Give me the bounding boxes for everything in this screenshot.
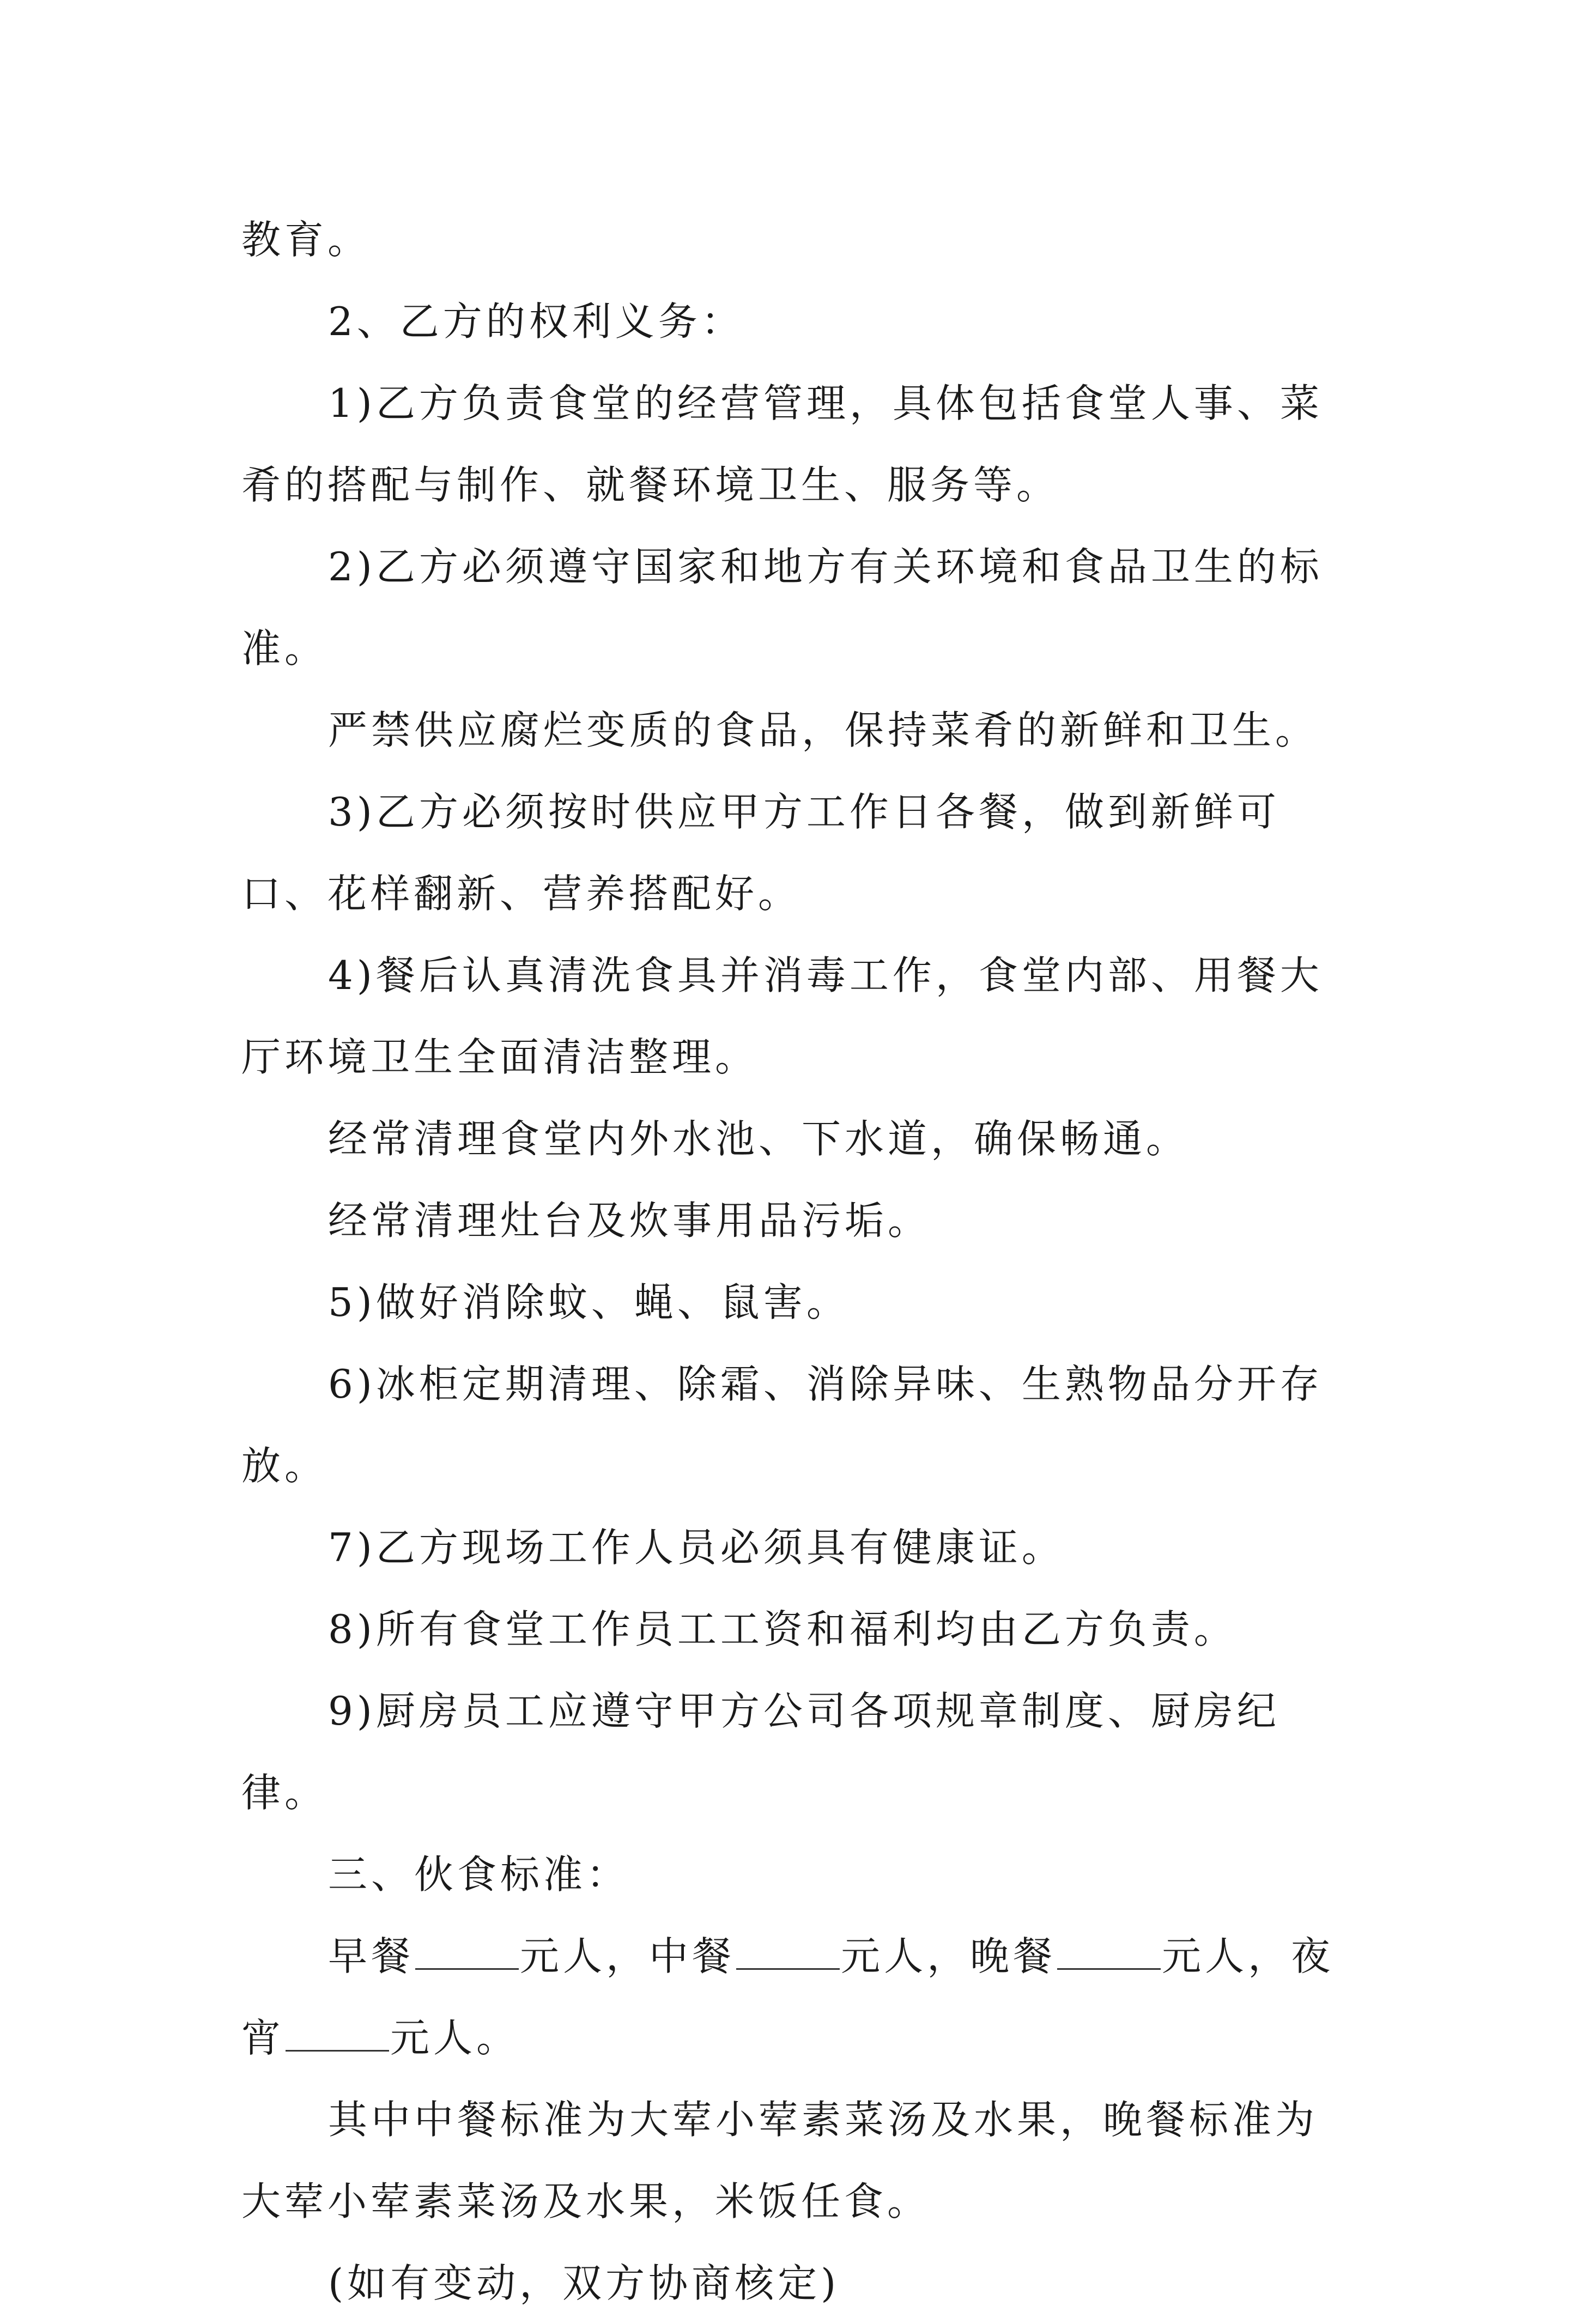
paragraph: 教育。	[241, 217, 371, 263]
paragraph: 1)乙方负责食堂的经营管理，具体包括食堂人事、菜肴的搭配与制作、就餐环境卫生、服务等。	[241, 380, 1323, 508]
night-prefix: 夜	[1291, 1933, 1335, 1979]
dinner-blank	[1057, 1933, 1161, 1970]
separator: ，	[606, 1933, 650, 1979]
paragraph: 其中中餐标准为大荤小荤素菜汤及水果，晚餐标准为大荤小荤素菜汤及水果，米饭任食。	[241, 2097, 1319, 2224]
unit-label: 元人	[841, 1933, 927, 1979]
paragraph: (如有变动，双方协商核定)	[328, 2260, 840, 2306]
paragraph: 7)乙方现场工作人员必须具有健康证。	[328, 1525, 1065, 1570]
unit-label: 元人	[1162, 1933, 1248, 1979]
paragraph: 9)厨房员工应遵守甲方公司各项规章制度、厨房纪律。	[241, 1688, 1280, 1816]
lunch-label: 中餐	[649, 1933, 736, 1979]
breakfast-label: 早餐	[328, 1933, 415, 1979]
separator: ，	[1248, 1933, 1291, 1979]
paragraph: 经常清理食堂内外水池、下水道，确保畅通。	[328, 1116, 1190, 1162]
breakfast-blank	[415, 1933, 519, 1970]
paragraph: 5)做好消除蚊、蝇、鼠害。	[328, 1279, 850, 1325]
separator: ，	[927, 1933, 971, 1979]
paragraph: 三、伙食标准：	[328, 1852, 630, 1897]
paragraph: 2、乙方的权利义务：	[328, 299, 744, 344]
paragraph: 8)所有食堂工作员工工资和福利均由乙方负责。	[328, 1606, 1237, 1652]
paragraph: 3)乙方必须按时供应甲方工作日各餐，做到新鲜可口、花样翻新、营养搭配好。	[241, 789, 1280, 917]
unit-label: 元人	[390, 2015, 477, 2061]
meal-standard-paragraph	[241, 1915, 1348, 2079]
paragraph: 2)乙方必须遵守国家和地方有关环境和食品卫生的标准。	[241, 544, 1323, 671]
lunch-blank	[736, 1933, 840, 1970]
paragraph: 4)餐后认真清洗食具并消毒工作，食堂内部、用餐大厅环境卫生全面清洁整理。	[241, 952, 1323, 1080]
document-body	[241, 199, 1348, 2324]
paragraph: 经常清理灶台及炊事用品污垢。	[328, 1198, 931, 1243]
paragraph: 6)冰柜定期清理、除霜、消除异味、生熟物品分开存放。	[241, 1361, 1323, 1489]
night-label: 宵	[241, 2015, 285, 2061]
dinner-label: 晚餐	[970, 1933, 1057, 1979]
paragraph: 严禁供应腐烂变质的食品，保持菜肴的新鲜和卫生。	[328, 707, 1319, 753]
unit-label: 元人	[520, 1933, 606, 1979]
night-blank	[286, 2014, 389, 2052]
period: 。	[476, 2015, 520, 2061]
